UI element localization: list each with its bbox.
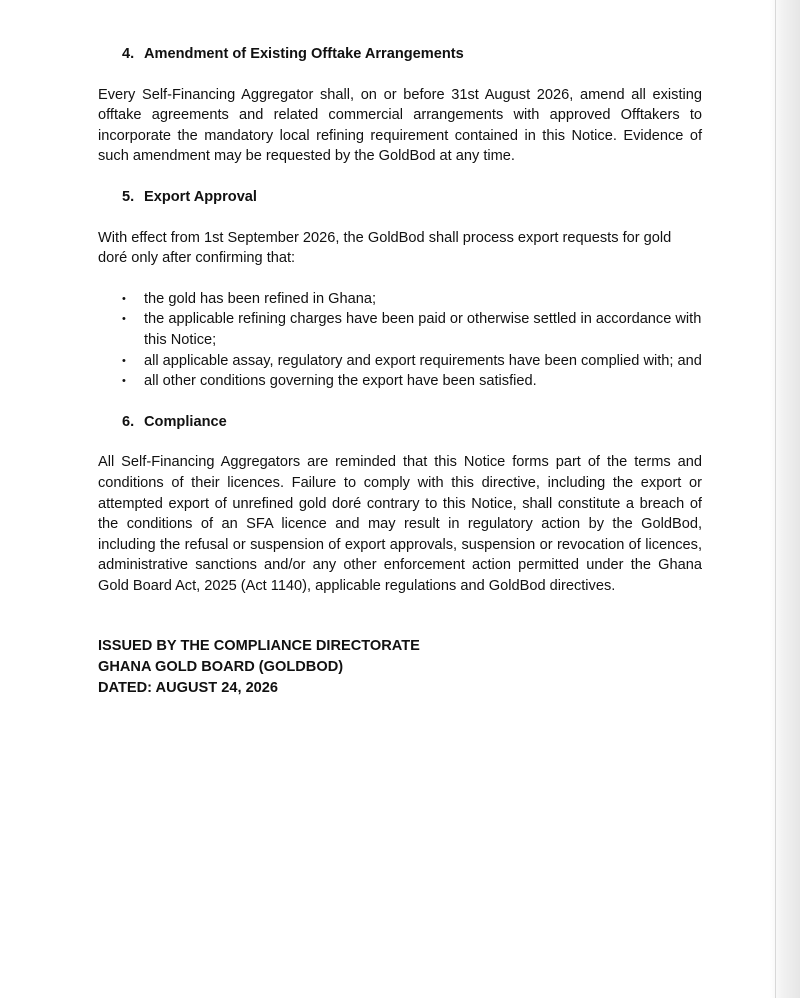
list-item-text: all applicable assay, regulatory and export requirements have been complied with; and xyxy=(144,352,702,369)
document-page xyxy=(98,44,702,698)
section-5-heading xyxy=(122,187,702,208)
section-5-paragraph: With effect from 1st September 2026, the GoldBod shall process export requests for gold doré only after confirming that: xyxy=(98,229,672,267)
section-6-title: Compliance xyxy=(144,413,227,430)
section-6-number: 6. xyxy=(122,413,135,430)
page-edge-line xyxy=(775,0,776,998)
list-item xyxy=(98,351,702,372)
bullet-icon: • xyxy=(122,354,126,367)
section-6-paragraph: All Self-Financing Aggregators are reminded that this Notice forms part of the terms and conditions of their licences. Failure to comply with this directive, including the export or attempted export of unrefined gold doré contrary to this Notice, shall constitute a breach of the conditions of an SFA licence and may result in regulatory action by the GoldBod, including the refusal or suspension of export approvals, suspension or revocation of licences, administrative sanctions and/or any other enforcement action permitted under the Ghana Gold Board Act, 2025 (Act 1140), applicable regulations and GoldBod directives. xyxy=(98,454,702,594)
list-item-text: the applicable refining charges have been paid or otherwise settled in accordance with this Notice; xyxy=(144,311,702,348)
section-4-heading xyxy=(122,44,702,65)
section-5-number: 5. xyxy=(122,188,135,205)
list-item xyxy=(98,289,702,310)
bullet-icon: • xyxy=(122,313,126,326)
section-6-heading xyxy=(122,412,702,433)
export-conditions-list xyxy=(98,289,702,392)
section-4-title: Amendment of Existing Offtake Arrangements xyxy=(144,46,464,62)
section-4-number: 4. xyxy=(122,46,135,62)
section-5-title: Export Approval xyxy=(144,188,257,205)
bullet-icon: • xyxy=(122,375,126,388)
section-4-paragraph: Every Self-Financing Aggregator shall, on or before 31st August 2026, amend all existing offtake agreements and related commercial arrangements with approved Offtakers to incorporate the mandatory local refining requirement contained in this Notice. Evidence of such amendment may be requested by the GoldBod at any time. xyxy=(98,86,702,165)
issuer-line-date: DATED: AUGUST 24, 2026 xyxy=(98,679,279,696)
bullet-icon: • xyxy=(122,292,126,305)
list-item xyxy=(98,309,702,350)
list-item-text: all other conditions governing the export have been satisfied. xyxy=(144,373,537,390)
issuer-line-directorate: ISSUED BY THE COMPLIANCE DIRECTORATE xyxy=(98,638,420,655)
list-item-text: the gold has been refined in Ghana; xyxy=(144,290,377,307)
issuer-block xyxy=(98,636,702,698)
list-item xyxy=(98,371,702,392)
issuer-line-board: GHANA GOLD BOARD (GOLDBOD) xyxy=(98,659,344,676)
